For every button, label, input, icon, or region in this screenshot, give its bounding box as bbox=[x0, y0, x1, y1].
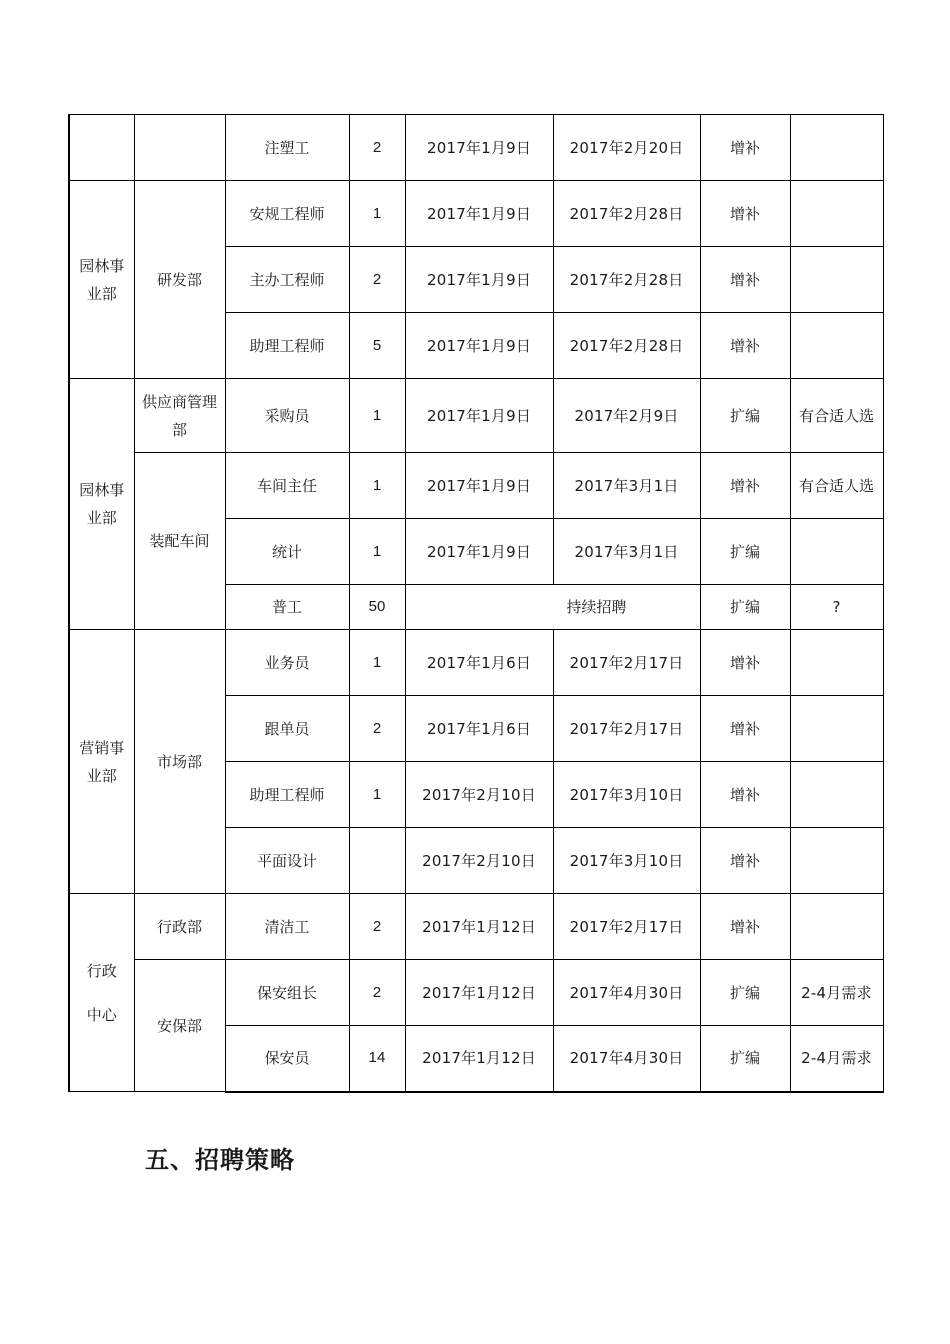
end-date-cell: 2017年3月1日 bbox=[553, 519, 700, 585]
type-cell: 增补 bbox=[700, 894, 790, 960]
type-cell: 扩编 bbox=[700, 519, 790, 585]
start-date-cell: 2017年2月10日 bbox=[405, 762, 553, 828]
type-cell: 扩编 bbox=[700, 1026, 790, 1092]
count-cell: 1 bbox=[349, 762, 405, 828]
position-cell: 清洁工 bbox=[225, 894, 349, 960]
table-row bbox=[69, 960, 883, 1026]
note-cell: 2-4月需求 bbox=[790, 960, 883, 1026]
start-date-cell: 2017年1月9日 bbox=[405, 313, 553, 379]
recruitment-table bbox=[68, 114, 884, 1093]
dept-cell bbox=[134, 115, 225, 181]
note-cell bbox=[790, 696, 883, 762]
count-cell: 1 bbox=[349, 379, 405, 453]
end-date-cell: 2017年2月17日 bbox=[553, 630, 700, 696]
note-cell bbox=[790, 313, 883, 379]
end-date-cell: 2017年4月30日 bbox=[553, 1026, 700, 1092]
group-cell bbox=[69, 115, 134, 181]
note-cell: 有合适人选 bbox=[790, 453, 883, 519]
count-cell: 5 bbox=[349, 313, 405, 379]
table-row bbox=[69, 453, 883, 519]
start-date-cell: 2017年2月10日 bbox=[405, 828, 553, 894]
start-date-cell: 2017年1月12日 bbox=[405, 1026, 553, 1092]
position-cell: 保安员 bbox=[225, 1026, 349, 1092]
start-date-cell: 2017年1月9日 bbox=[405, 181, 553, 247]
type-cell: 增补 bbox=[700, 247, 790, 313]
position-cell: 跟单员 bbox=[225, 696, 349, 762]
group-cell-marketing: 营销事 业部 bbox=[69, 630, 134, 894]
dept-cell-rd: 研发部 bbox=[134, 181, 225, 379]
end-date-cell: 2017年2月17日 bbox=[553, 894, 700, 960]
section-heading: 五、招聘策略 bbox=[145, 1146, 295, 1174]
start-date-cell: 2017年1月6日 bbox=[405, 696, 553, 762]
end-date-cell: 2017年2月28日 bbox=[553, 247, 700, 313]
note-cell bbox=[790, 115, 883, 181]
position-cell: 车间主任 bbox=[225, 453, 349, 519]
position-cell: 安规工程师 bbox=[225, 181, 349, 247]
count-cell: 2 bbox=[349, 115, 405, 181]
count-cell: 2 bbox=[349, 247, 405, 313]
count-cell: 1 bbox=[349, 181, 405, 247]
table-row bbox=[69, 181, 883, 247]
start-date-cell: 2017年1月9日 bbox=[405, 453, 553, 519]
start-date-cell: 2017年1月12日 bbox=[405, 960, 553, 1026]
position-cell: 平面设计 bbox=[225, 828, 349, 894]
note-cell bbox=[790, 828, 883, 894]
count-cell: 2 bbox=[349, 960, 405, 1026]
dept-cell-assembly: 装配车间 bbox=[134, 453, 225, 630]
type-cell: 增补 bbox=[700, 453, 790, 519]
start-date-cell: 2017年1月9日 bbox=[405, 247, 553, 313]
count-cell bbox=[349, 828, 405, 894]
dept-cell-market: 市场部 bbox=[134, 630, 225, 894]
group-cell-garden-rd: 园林事 业部 bbox=[69, 181, 134, 379]
dept-cell-admin: 行政部 bbox=[134, 894, 225, 960]
end-date-cell: 2017年2月28日 bbox=[553, 181, 700, 247]
start-date-cell: 2017年1月12日 bbox=[405, 894, 553, 960]
note-cell bbox=[790, 247, 883, 313]
end-date-cell: 2017年4月30日 bbox=[553, 960, 700, 1026]
end-date-cell: 2017年3月10日 bbox=[553, 828, 700, 894]
dept-cell-security: 安保部 bbox=[134, 960, 225, 1092]
end-date-cell: 2017年2月17日 bbox=[553, 696, 700, 762]
position-cell: 主办工程师 bbox=[225, 247, 349, 313]
start-date-cell: 2017年1月6日 bbox=[405, 630, 553, 696]
position-cell: 注塑工 bbox=[225, 115, 349, 181]
continuous-recruit-cell: 持续招聘 bbox=[405, 585, 700, 630]
count-cell: 1 bbox=[349, 453, 405, 519]
group-cell-admin: 行政 中心 bbox=[69, 894, 134, 1092]
count-cell: 14 bbox=[349, 1026, 405, 1092]
count-cell: 2 bbox=[349, 696, 405, 762]
end-date-cell: 2017年2月20日 bbox=[553, 115, 700, 181]
type-cell: 增补 bbox=[700, 762, 790, 828]
type-cell: 增补 bbox=[700, 313, 790, 379]
end-date-cell: 2017年2月9日 bbox=[553, 379, 700, 453]
position-cell: 采购员 bbox=[225, 379, 349, 453]
position-cell: 业务员 bbox=[225, 630, 349, 696]
start-date-cell: 2017年1月9日 bbox=[405, 519, 553, 585]
table-row bbox=[69, 115, 883, 181]
note-cell: ? bbox=[790, 585, 883, 630]
position-cell: 统计 bbox=[225, 519, 349, 585]
note-cell: 有合适人选 bbox=[790, 379, 883, 453]
position-cell: 助理工程师 bbox=[225, 313, 349, 379]
position-cell: 普工 bbox=[225, 585, 349, 630]
type-cell: 增补 bbox=[700, 630, 790, 696]
note-cell bbox=[790, 762, 883, 828]
type-cell: 增补 bbox=[700, 181, 790, 247]
note-cell bbox=[790, 630, 883, 696]
end-date-cell: 2017年3月1日 bbox=[553, 453, 700, 519]
start-date-cell: 2017年1月9日 bbox=[405, 115, 553, 181]
end-date-cell: 2017年3月10日 bbox=[553, 762, 700, 828]
dept-cell-supply-mgmt: 供应商管理 部 bbox=[134, 379, 225, 453]
type-cell: 增补 bbox=[700, 828, 790, 894]
count-cell: 1 bbox=[349, 519, 405, 585]
start-date-cell: 2017年1月9日 bbox=[405, 379, 553, 453]
type-cell: 扩编 bbox=[700, 960, 790, 1026]
count-cell: 2 bbox=[349, 894, 405, 960]
type-cell: 扩编 bbox=[700, 585, 790, 630]
table-row bbox=[69, 894, 883, 960]
group-cell-garden-supply: 园林事 业部 bbox=[69, 379, 134, 630]
position-cell: 助理工程师 bbox=[225, 762, 349, 828]
type-cell: 增补 bbox=[700, 696, 790, 762]
type-cell: 扩编 bbox=[700, 379, 790, 453]
table-row bbox=[69, 630, 883, 696]
note-cell bbox=[790, 894, 883, 960]
note-cell bbox=[790, 519, 883, 585]
count-cell: 1 bbox=[349, 630, 405, 696]
note-cell bbox=[790, 181, 883, 247]
position-cell: 保安组长 bbox=[225, 960, 349, 1026]
end-date-cell: 2017年2月28日 bbox=[553, 313, 700, 379]
type-cell: 增补 bbox=[700, 115, 790, 181]
table-row bbox=[69, 379, 883, 453]
note-cell: 2-4月需求 bbox=[790, 1026, 883, 1092]
count-cell: 50 bbox=[349, 585, 405, 630]
